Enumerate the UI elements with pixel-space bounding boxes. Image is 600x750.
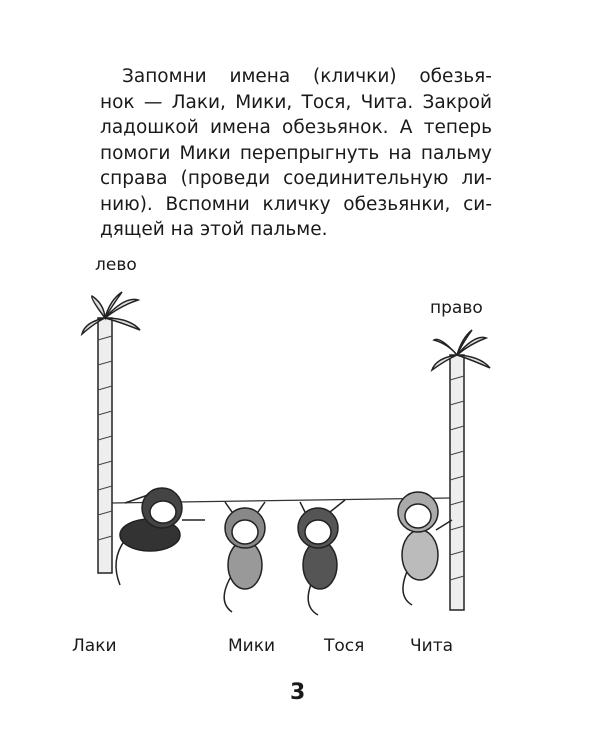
text-line: нию). Вспомни кличку обезьянки, си- [100,193,492,215]
monkey-chita-icon [398,492,452,605]
page-number: 3 [290,680,306,705]
monkey-name-miki: Мики [228,636,276,656]
text-line: Запомни имена (клички) обезья- [122,66,492,87]
monkey-name-tosya: Тося [324,636,365,656]
monkey-miki-icon [224,502,265,612]
text-line: справа (проведи соединительную ли- [100,168,492,189]
right-palm-icon [432,330,490,610]
text-line: нок — Лаки, Мики, Тося, Чита. Закрой [100,91,492,113]
left-label: лево [95,255,137,275]
monkey-name-laki: Лаки [72,636,117,656]
monkey-name-chita: Чита [410,636,454,656]
text-line: помоги Мики перепрыгнуть на пальму [100,142,492,164]
text-line: ладошкой имена обезьянок. А теперь [100,117,492,138]
text-line: дящей на этой пальме. [100,219,328,240]
right-label: право [430,298,483,318]
monkey-tosya-icon [298,500,345,615]
